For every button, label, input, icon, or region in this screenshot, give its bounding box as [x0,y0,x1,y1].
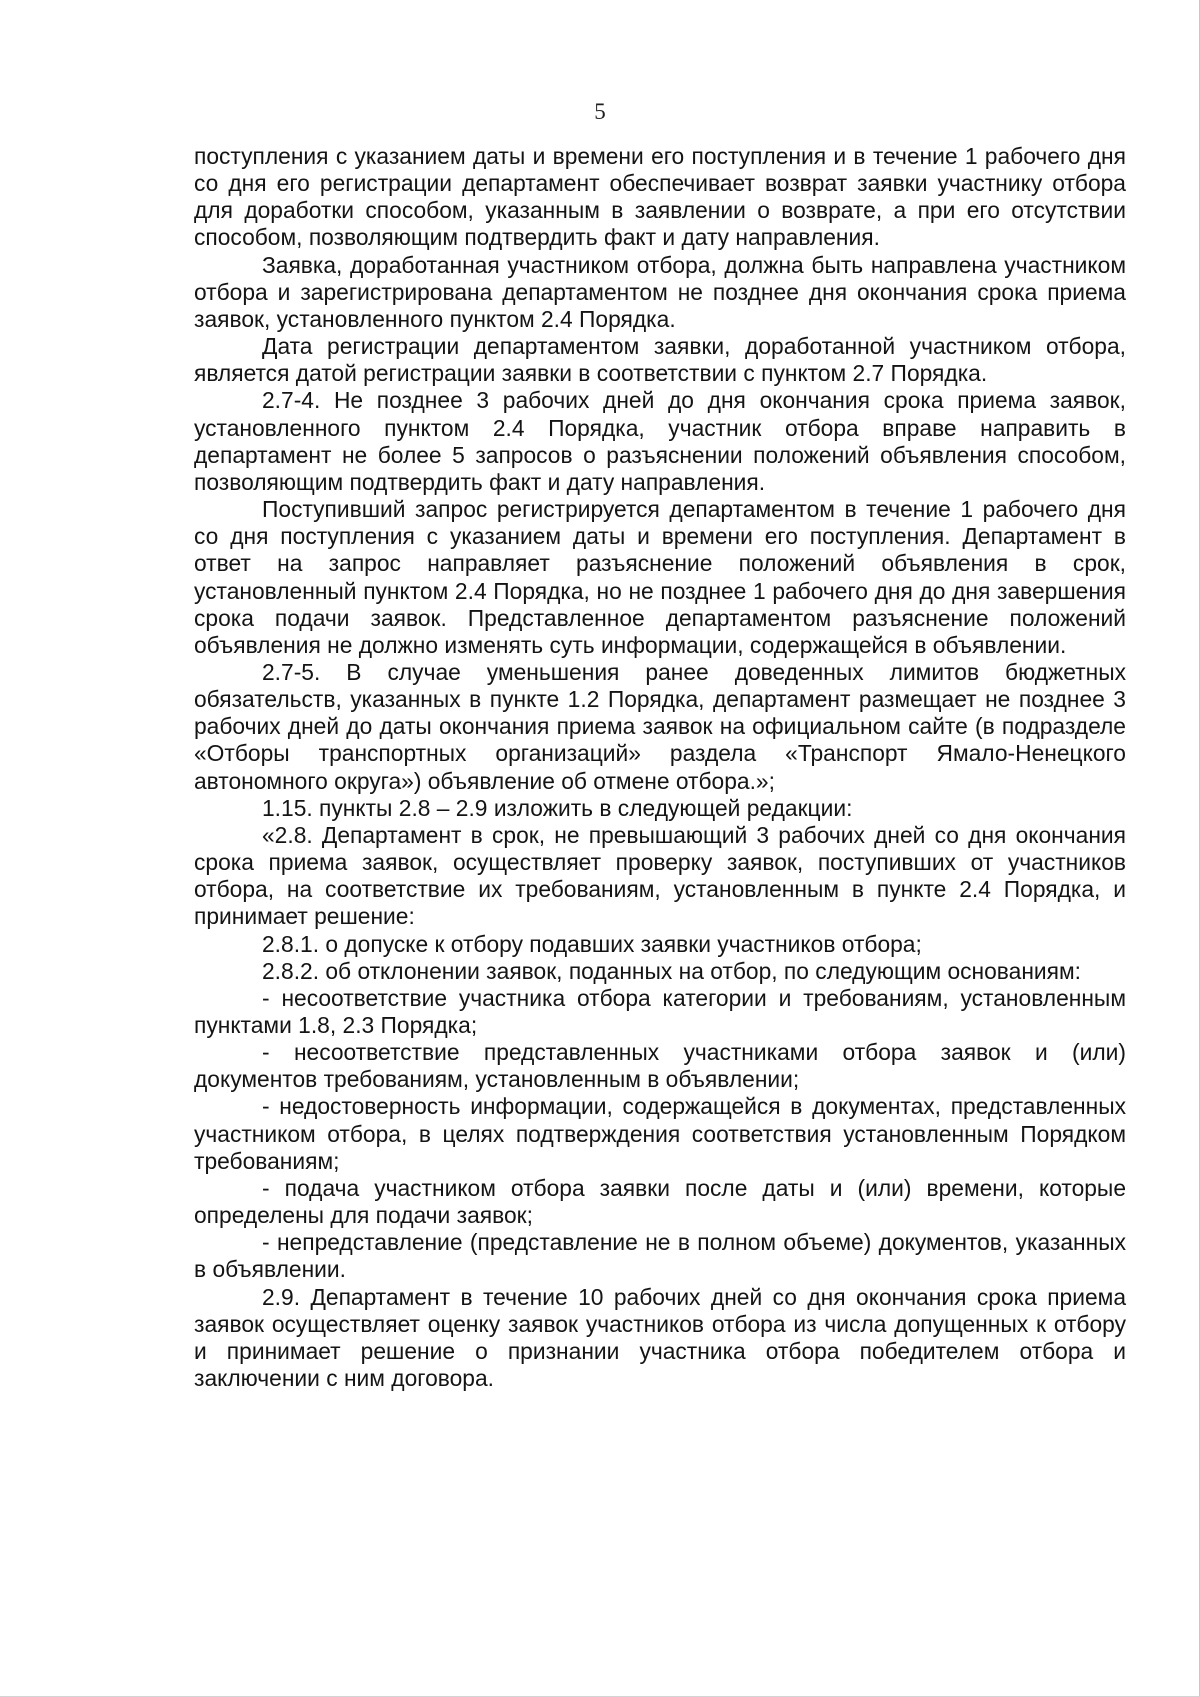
paragraph: Заявка, доработанная участником отбора, должна быть направлена участником отбора и зарегистрирована департаментом не позднее дня окончания срока приема заявок, установленного пунктом 2.4 Порядка. [194,251,1126,332]
paragraph: - несоответствие участника отбора категории и требованиям, установленным пунктами 1.8, 2.3 Порядка; [194,984,1126,1038]
paragraph: Поступивший запрос регистрируется департаментом в течение 1 рабочего дня со дня поступления с указанием даты и времени его поступления. Департамент в ответ на запрос направляет разъяснение положений объявления в срок, установленный пунктом 2.4 Порядка, но не позднее 1 рабочего дня до дня завершения срока подачи заявок. Представленное департаментом разъяснение положений объявления не должно изменять суть информации, содержащейся в объявлении. [194,496,1126,658]
paragraph: 1.15. пункты 2.8 – 2.9 изложить в следующей редакции: [262,794,853,821]
paragraph: 2.7-5. В случае уменьшения ранее доведенных лимитов бюджетных обязательств, указанных в пункте 1.2 Порядка, департамент размещает не позднее 3 рабочих дней до даты окончания приема заявок на официальном сайте (в подразделе «Отборы транспортных организаций» раздела «Транспорт Ямало-Ненецкого автономного округа») объявление об отмене отбора.»; [194,658,1126,794]
paragraph: - недостоверность информации, содержащейся в документах, представленных участником отбора, в целях подтверждения соответствия установленным Порядком требованиям; [194,1093,1126,1174]
paragraph: - подача участником отбора заявки после даты и (или) времени, которые определены для подачи заявок; [194,1174,1126,1229]
paragraph: 2.8.2. об отклонении заявок, поданных на отбор, по следующим основаниям: [262,957,1082,984]
paragraph: 2.9. Департамент в течение 10 рабочих дней со дня окончания срока приема заявок осуществляет оценку заявок участников отбора из числа допущенных к отбору и принимает решение о признании участника отбора победителем отбора и заключении с ним договора. [194,1283,1126,1392]
paragraph: поступления с указанием даты и времени его поступления и в течение 1 рабочего дня со дня его регистрации департамент обеспечивает возврат заявки участнику отбора для доработки способом, указанным в заявлении о возврате, а при его отсутствии способом, позволяющим подтвердить факт и дату направления. [194,143,1126,251]
paragraph: 2.8.1. о допуске к отбору подавших заявки участников отбора; [262,930,922,957]
document-body [194,143,1126,1392]
paragraph: - несоответствие представленных участниками отбора заявок и (или) документов требованиям, установленным в объявлении; [194,1039,1126,1093]
paragraph: Дата регистрации департаментом заявки, доработанной участником отбора, является датой регистрации заявки в соответствии с пунктом 2.7 Порядка. [194,333,1126,387]
paragraph: 2.7-4. Не позднее 3 рабочих дней до дня окончания срока приема заявок, установленного пунктом 2.4 Порядка, участник отбора вправе направить в департамент не более 5 запросов о разъяснении положений объявления способом, позволяющим подтвердить факт и дату направления. [194,387,1126,495]
paragraph: «2.8. Департамент в срок, не превышающий 3 рабочих дней со дня окончания срока приема заявок, осуществляет проверку заявок, поступивших от участников отбора, на соответствие их требованиям, установленным в пункте 2.4 Порядка, и принимает решение: [194,821,1126,930]
paragraph: - непредставление (представление не в полном объеме) документов, указанных в объявлении. [194,1229,1126,1283]
page-number: 5 [594,99,606,124]
